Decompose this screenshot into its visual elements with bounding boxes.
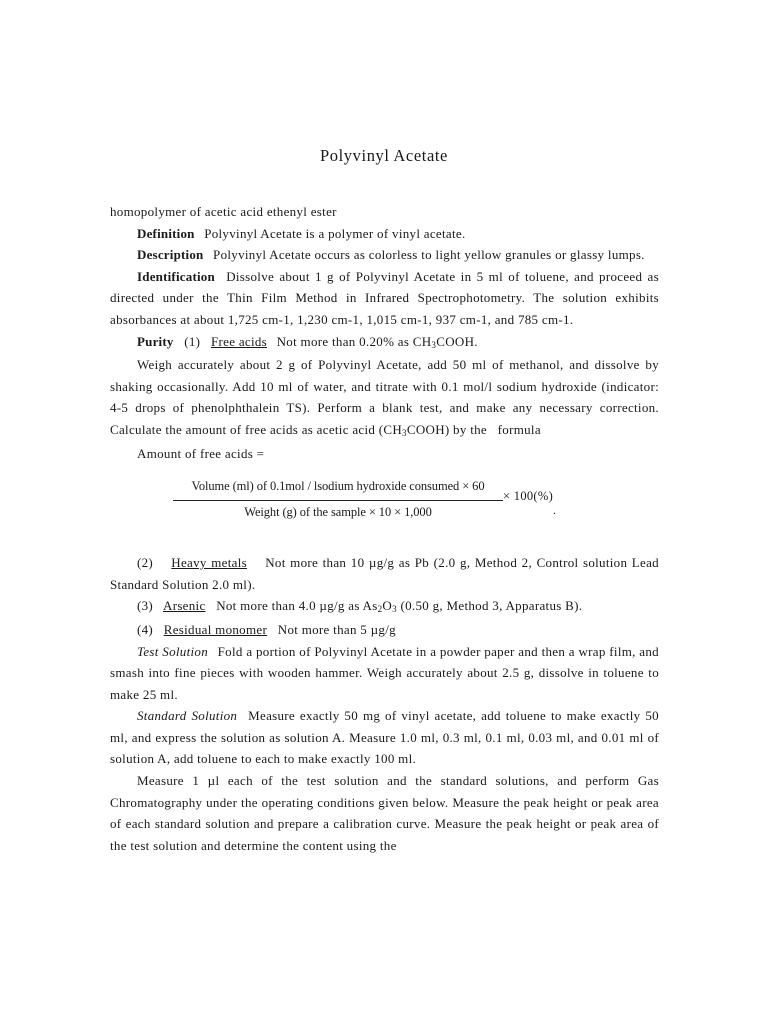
identification-paragraph <box>110 266 659 331</box>
identification-text: Dissolve about 1 g of Polyvinyl Acetate in 5 ml of toluene, and proceed as directed under the Thin Film Method in Infrared Spectrophotometry. The solution exhibits absorbances at about 1,725 cm-1, 1,230 cm-1, 1,015 cm-1, 937 cm-1, and 785 cm-1. <box>110 268 659 327</box>
formula-multiplier: × 100(%) <box>503 489 554 504</box>
test-solution-paragraph <box>110 641 659 706</box>
purity-free-acids-line <box>110 331 659 355</box>
formula-denominator: Weight (g) of the sample × 10 × 1,000 <box>244 504 432 519</box>
synonym-line: homopolymer of acetic acid ethenyl ester <box>110 204 337 219</box>
residual-monomer-paragraph: (4) Residual monomer Not more than 5 µg/g <box>137 621 396 637</box>
free-acids-label: Free acids <box>210 333 268 349</box>
standard-solution-paragraph <box>110 705 659 770</box>
description-paragraph <box>110 244 659 266</box>
definition-heading: Definition <box>137 225 195 241</box>
formula-end: . <box>553 503 557 518</box>
amount-line: Amount of free acids = <box>137 445 265 461</box>
test-solution-text: Fold a portion of Polyvinyl Acetate in a powder paper and then a wrap film, and smash into fine pieces with wooden hammer. Weigh accurately about 2.5 g, dissolve in toluene to make 25 ml. <box>110 643 659 702</box>
formula-fraction <box>173 476 503 523</box>
description-heading: Description <box>137 247 204 263</box>
standard-solution-text: Measure exactly 50 mg of vinyl acetate, add toluene to make exactly 50 ml, and express the solution as solution A. Measure 1.0 ml, 0.3 ml, 0.1 ml, 0.03 ml, and 0.01 ml of solution A, add toluene to each to make exactly 100 ml. <box>110 708 659 767</box>
measurement-paragraph: Measure 1 µl each of the test solution and the standard solutions, and perform Gas Chromatography under the operating conditions given below. Measure the peak height or peak area of each standard solution and prepare a calibration curve. Measure the peak height or peak area of the test solution and determine the content using the <box>110 773 659 853</box>
page-title: Polyvinyl Acetate <box>320 146 448 165</box>
test-solution-heading: Test Solution <box>137 643 209 659</box>
free-acids-limit: Not more than 0.20% as CH3COOH. <box>276 333 478 350</box>
monograph-body <box>110 201 659 856</box>
heavy-metals-label: Heavy metals <box>171 555 247 571</box>
arsenic-text: Not more than 4.0 µg/g as As2O3 (0.50 g, Method 3, Apparatus B). <box>216 598 583 615</box>
identification-heading: Identification <box>137 268 215 284</box>
heavy-metals-paragraph: (2) Heavy metals Not more than 10 µg/g as Pb (2.0 g, Method 2, Control solution Lead Standard Solution 2.0 ml). <box>110 555 659 592</box>
definition-text: Polyvinyl Acetate is a polymer of vinyl acetate. <box>204 225 466 241</box>
residual-monomer-label: Residual monomer <box>163 621 268 637</box>
free-acids-number: (1) <box>184 333 201 349</box>
purity-heading: Purity <box>137 333 174 349</box>
definition-paragraph <box>110 223 659 245</box>
residual-monomer-text: Not more than 5 µg/g <box>277 621 396 637</box>
heavy-metals-text: Not more than 10 µg/g as Pb (2.0 g, Method 2, Control solution Lead Standard Solution 2.0 ml). <box>110 555 659 592</box>
arsenic-label: Arsenic <box>163 598 206 614</box>
description-text: Polyvinyl Acetate occurs as colorless to light yellow granules or glassy lumps. <box>213 247 645 263</box>
free-acids-procedure: Weigh accurately about 2 g of Polyvinyl Acetate, add 50 ml of methanol, and dissolve by shaking occasionally. Add 10 ml of water, and titrate with 0.1 mol/l sodium hydroxide (indicator: 4-5 drops of phenolphthalein TS). Perform a blank test, and make any necessary correction. Calculate the amount of free acids as acetic acid (CH3COOH) by the formula <box>110 357 659 438</box>
standard-solution-heading: Standard Solution <box>137 708 238 724</box>
free-acids-formula <box>110 470 659 534</box>
formula-numerator: Volume (ml) of 0.1mol / lsodium hydroxide consumed × 60 <box>173 476 503 501</box>
arsenic-paragraph: (3) Arsenic Not more than 4.0 µg/g as As2O3 (0.50 g, Method 3, Apparatus B). <box>137 598 583 615</box>
